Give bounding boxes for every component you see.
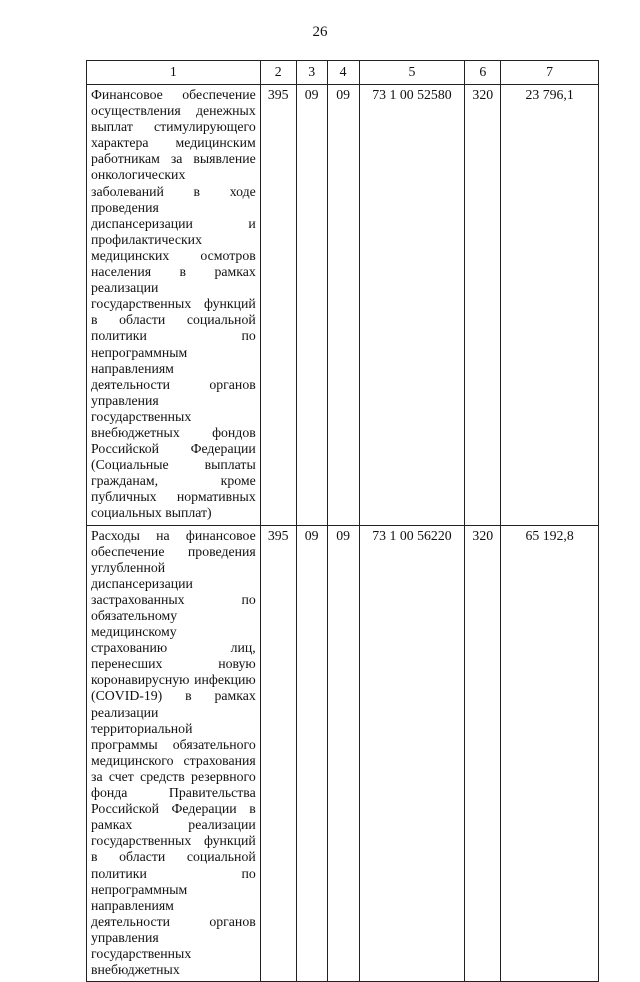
header-col-6: 6 bbox=[465, 61, 501, 85]
row-section-code: 09 bbox=[296, 85, 327, 526]
row-amount: 65 192,8 bbox=[501, 525, 599, 982]
row-subsection-code: 09 bbox=[327, 525, 359, 982]
header-col-1: 1 bbox=[87, 61, 261, 85]
row-expense-type: 320 bbox=[465, 525, 501, 982]
row-target-article: 73 1 00 56220 bbox=[359, 525, 465, 982]
row-ministry-code: 395 bbox=[260, 525, 296, 982]
row-description: Финансовое обеспечение осуществления денежных выплат стимулирующего характера медицинским работникам за выявление онкологических заболеваний в ходе проведения диспансеризации и профилактических медицинских осмотров населения в рамках реализации государственных функций в области социальной политики по непрограммным направлениям деятельности органов управления государственных внебюджетных фондов Российской Федерации (Социальные выплаты гражданам, кроме публичных нормативных социальных выплат) bbox=[87, 85, 261, 526]
header-col-3: 3 bbox=[296, 61, 327, 85]
row-ministry-code: 395 bbox=[260, 85, 296, 526]
header-col-4: 4 bbox=[327, 61, 359, 85]
header-col-2: 2 bbox=[260, 61, 296, 85]
table-header-row bbox=[87, 61, 599, 85]
header-col-7: 7 bbox=[501, 61, 599, 85]
row-amount: 23 796,1 bbox=[501, 85, 599, 526]
page-number: 26 bbox=[312, 24, 328, 40]
row-target-article: 73 1 00 52580 bbox=[359, 85, 465, 526]
budget-table bbox=[86, 60, 599, 982]
row-subsection-code: 09 bbox=[327, 85, 359, 526]
row-description: Расходы на финансовое обеспечение проведения углубленной диспансеризации застрахованных по обязательному медицинскому страхованию лиц, перенесших новую коронавирусную инфекцию (COVID-19) в рамках реализации территориальной программы обязательного медицинского страхования за счет средств резервного фонда Правительства Российской Федерации в рамках реализации государственных функций в области социальной политики по непрограммным направлениям деятельности органов управления государственных внебюджетных bbox=[87, 525, 261, 982]
table-row bbox=[87, 525, 599, 982]
header-col-5: 5 bbox=[359, 61, 465, 85]
row-expense-type: 320 bbox=[465, 85, 501, 526]
row-section-code: 09 bbox=[296, 525, 327, 982]
table-row bbox=[87, 85, 599, 526]
